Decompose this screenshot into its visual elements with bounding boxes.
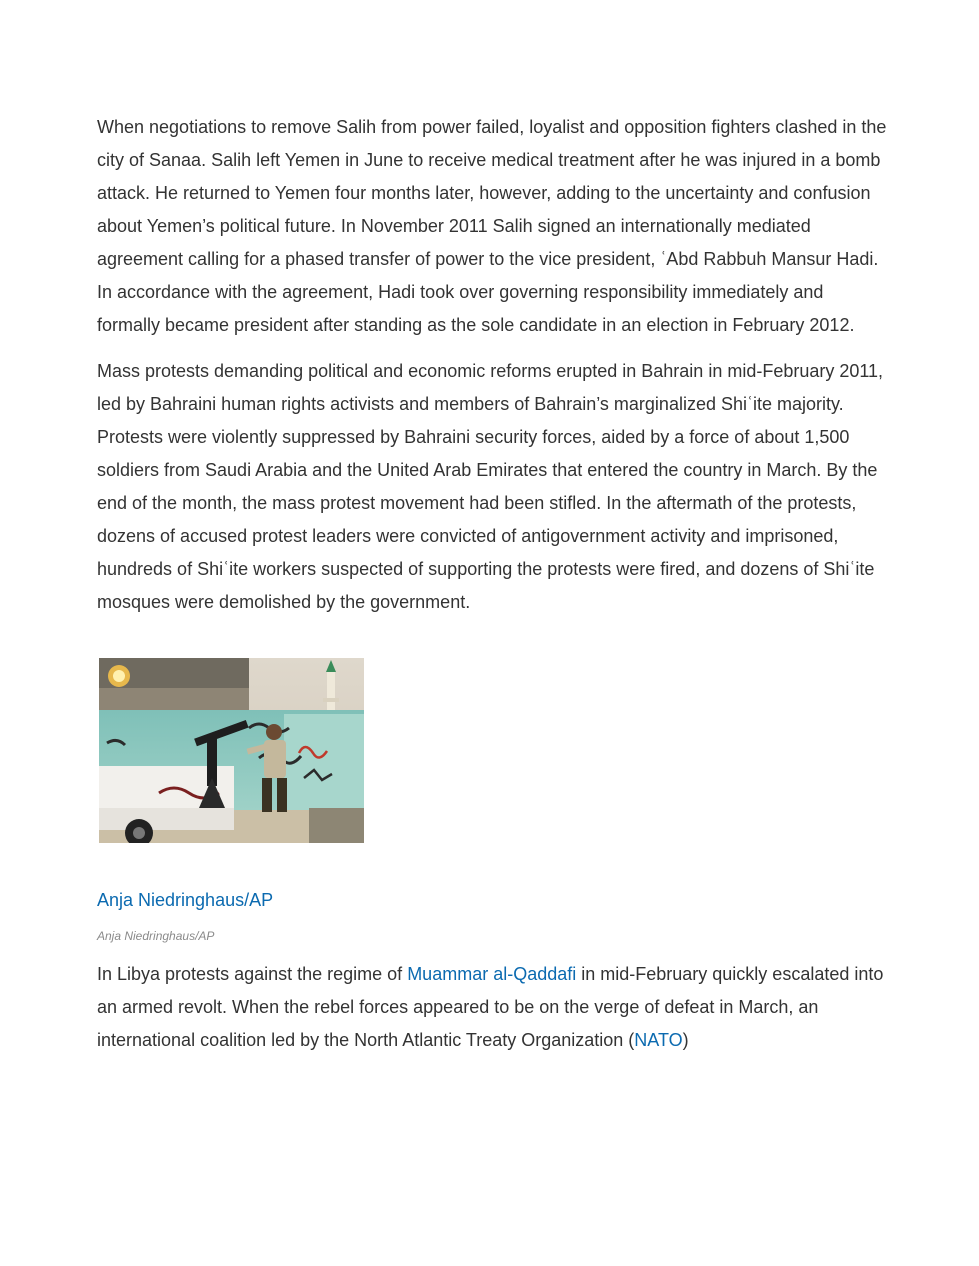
- link-muammar-al-qaddafi[interactable]: Muammar al-Qaddafi: [407, 964, 577, 984]
- photo-fighter-machine-gun: [99, 658, 364, 843]
- paragraph-libya: [97, 958, 887, 1057]
- photo-credit-link[interactable]: Anja Niedringhaus/AP: [97, 890, 274, 910]
- paragraph-libya-text-2: in mid-February quickly escalated into an armed revolt. When the rebel forces appeared to be on the verge of defeat in March, an international coalition led by the North Atlantic Treaty Organization (: [97, 964, 884, 1050]
- paragraph-bahrain: Mass protests demanding political and economic reforms erupted in Bahrain in mid-February 2011, led by Bahraini human rights activists and members of Bahrain’s marginalized Shiʿite majority. Protests were violently suppressed by Bahraini security forces, aided by a force of about 1,500 soldiers from Saudi Arabia and the United Arab Emirates that entered the country in March. By the end of the month, the mass protest movement had been stifled. In the aftermath of the protests, dozens of accused protest leaders were convicted of antigovernment activity and imprisoned, hundreds of Shiʿite workers suspected of supporting the protests were fired, and dozens of Shiʿite mosques were demolished by the government.: [97, 361, 884, 612]
- link-nato[interactable]: NATO: [634, 1030, 683, 1050]
- photo-credit-caption: Anja Niedringhaus/AP: [97, 929, 215, 943]
- paragraph-libya-text-1: In Libya protests against the regime of: [97, 964, 408, 984]
- article-photo[interactable]: [99, 658, 364, 843]
- article-body: [97, 111, 887, 1057]
- paragraph-yemen: When negotiations to remove Salih from power failed, loyalist and opposition fighters clashed in the city of Sanaa. Salih left Yemen in June to receive medical treatment after he was injured in a bomb attack. He returned to Yemen four months later, however, adding to the uncertainty and confusion about Yemen’s political future. In November 2011 Salih signed an internationally mediated agreement calling for a phased transfer of power to the vice president, ʿAbd Rabbuh Mansur Hadi. In accordance with the agreement, Hadi took over governing responsibility immediately and formally became president after standing as the sole candidate in an election in February 2012.: [97, 117, 887, 335]
- paragraph-libya-text-3: ): [682, 1030, 689, 1050]
